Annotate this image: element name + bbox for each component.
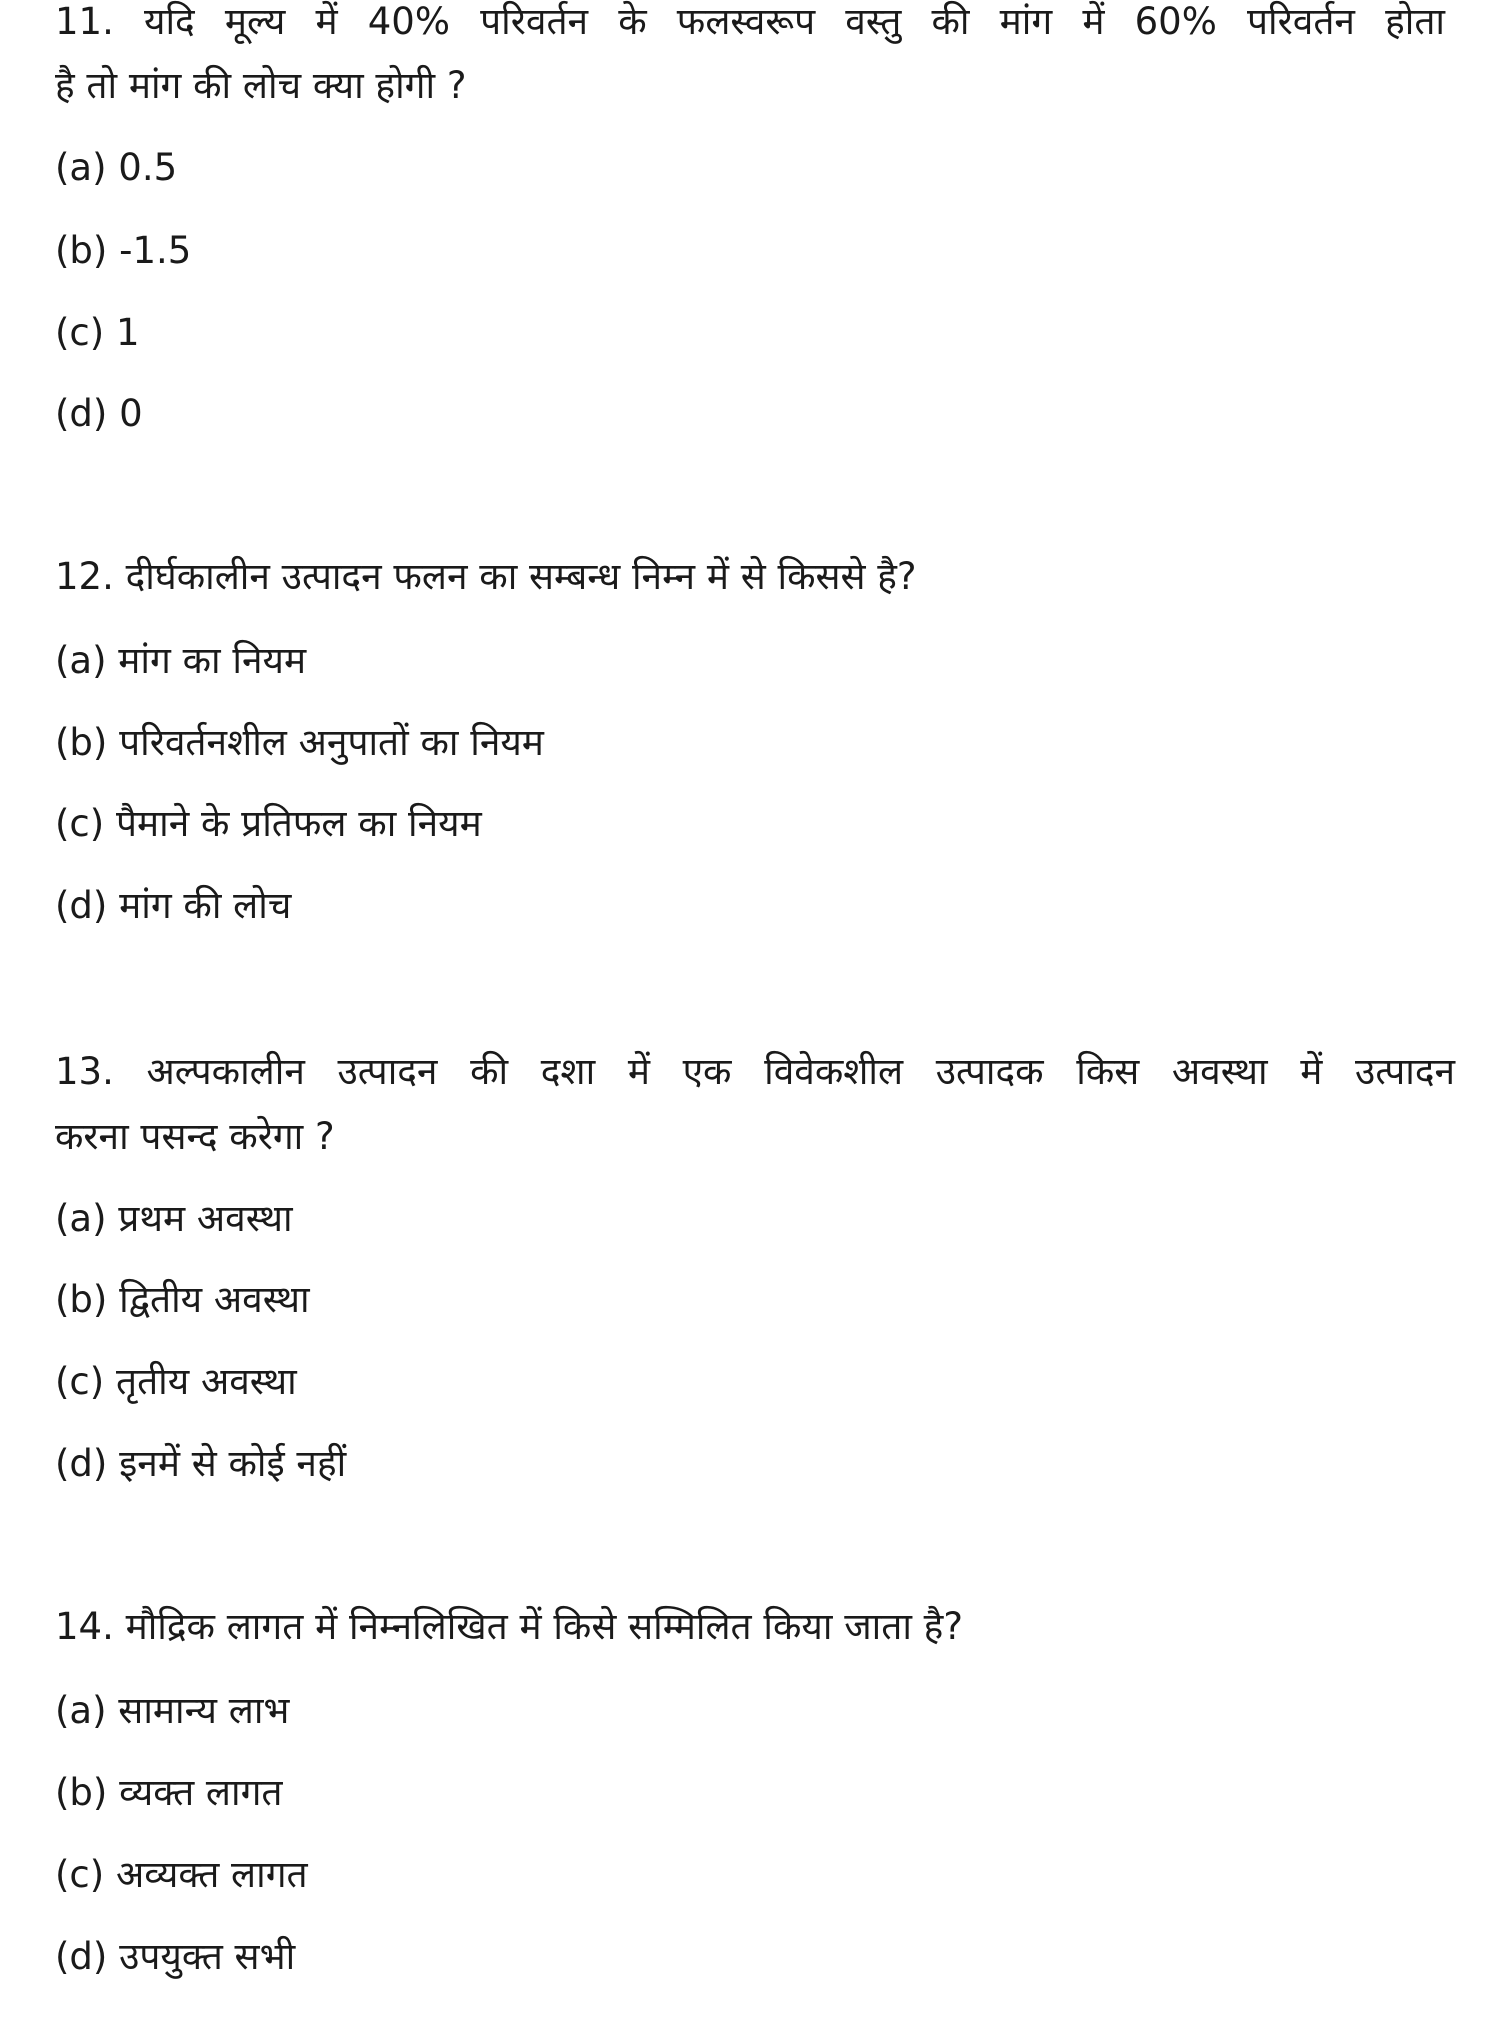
option-c: (c) तृतीय अवस्था bbox=[55, 1360, 297, 1403]
option-b: (b) -1.5 bbox=[55, 229, 192, 272]
option-c: (c) अव्यक्त लागत bbox=[55, 1853, 308, 1896]
option-d: (d) उपयुक्त सभी bbox=[55, 1935, 296, 1978]
question-text: 11. यदि मूल्य में 40% परिवर्तन के फलस्वरूप वस्तु की मांग में 60% परिवर्तन होता bbox=[55, 0, 1445, 43]
option-a: (a) सामान्य लाभ bbox=[55, 1689, 290, 1732]
option-b: (b) द्वितीय अवस्था bbox=[55, 1278, 310, 1321]
option-b: (b) व्यक्त लागत bbox=[55, 1771, 283, 1814]
question-text: करना पसन्द करेगा ? bbox=[55, 1115, 335, 1158]
option-c: (c) पैमाने के प्रतिफल का नियम bbox=[55, 802, 482, 845]
option-b: (b) परिवर्तनशील अनुपातों का नियम bbox=[55, 721, 544, 764]
option-d: (d) इनमें से कोई नहीं bbox=[55, 1442, 347, 1485]
question-text: 14. मौद्रिक लागत में निम्नलिखित में किसे सम्मिलित किया जाता है? bbox=[55, 1605, 963, 1648]
question-text: 13. अल्पकालीन उत्पादन की दशा में एक विवेकशील उत्पादक किस अवस्था में उत्पादन bbox=[55, 1050, 1455, 1093]
question-text: 12. दीर्घकालीन उत्पादन फलन का सम्बन्ध निम्न में से किससे है? bbox=[55, 555, 917, 598]
option-a: (a) मांग का नियम bbox=[55, 639, 307, 682]
option-c: (c) 1 bbox=[55, 311, 140, 354]
option-a: (a) 0.5 bbox=[55, 146, 178, 189]
question-text: है तो मांग की लोच क्या होगी ? bbox=[55, 64, 467, 107]
option-a: (a) प्रथम अवस्था bbox=[55, 1197, 293, 1240]
option-d: (d) मांग की लोच bbox=[55, 884, 292, 927]
option-d: (d) 0 bbox=[55, 392, 143, 435]
